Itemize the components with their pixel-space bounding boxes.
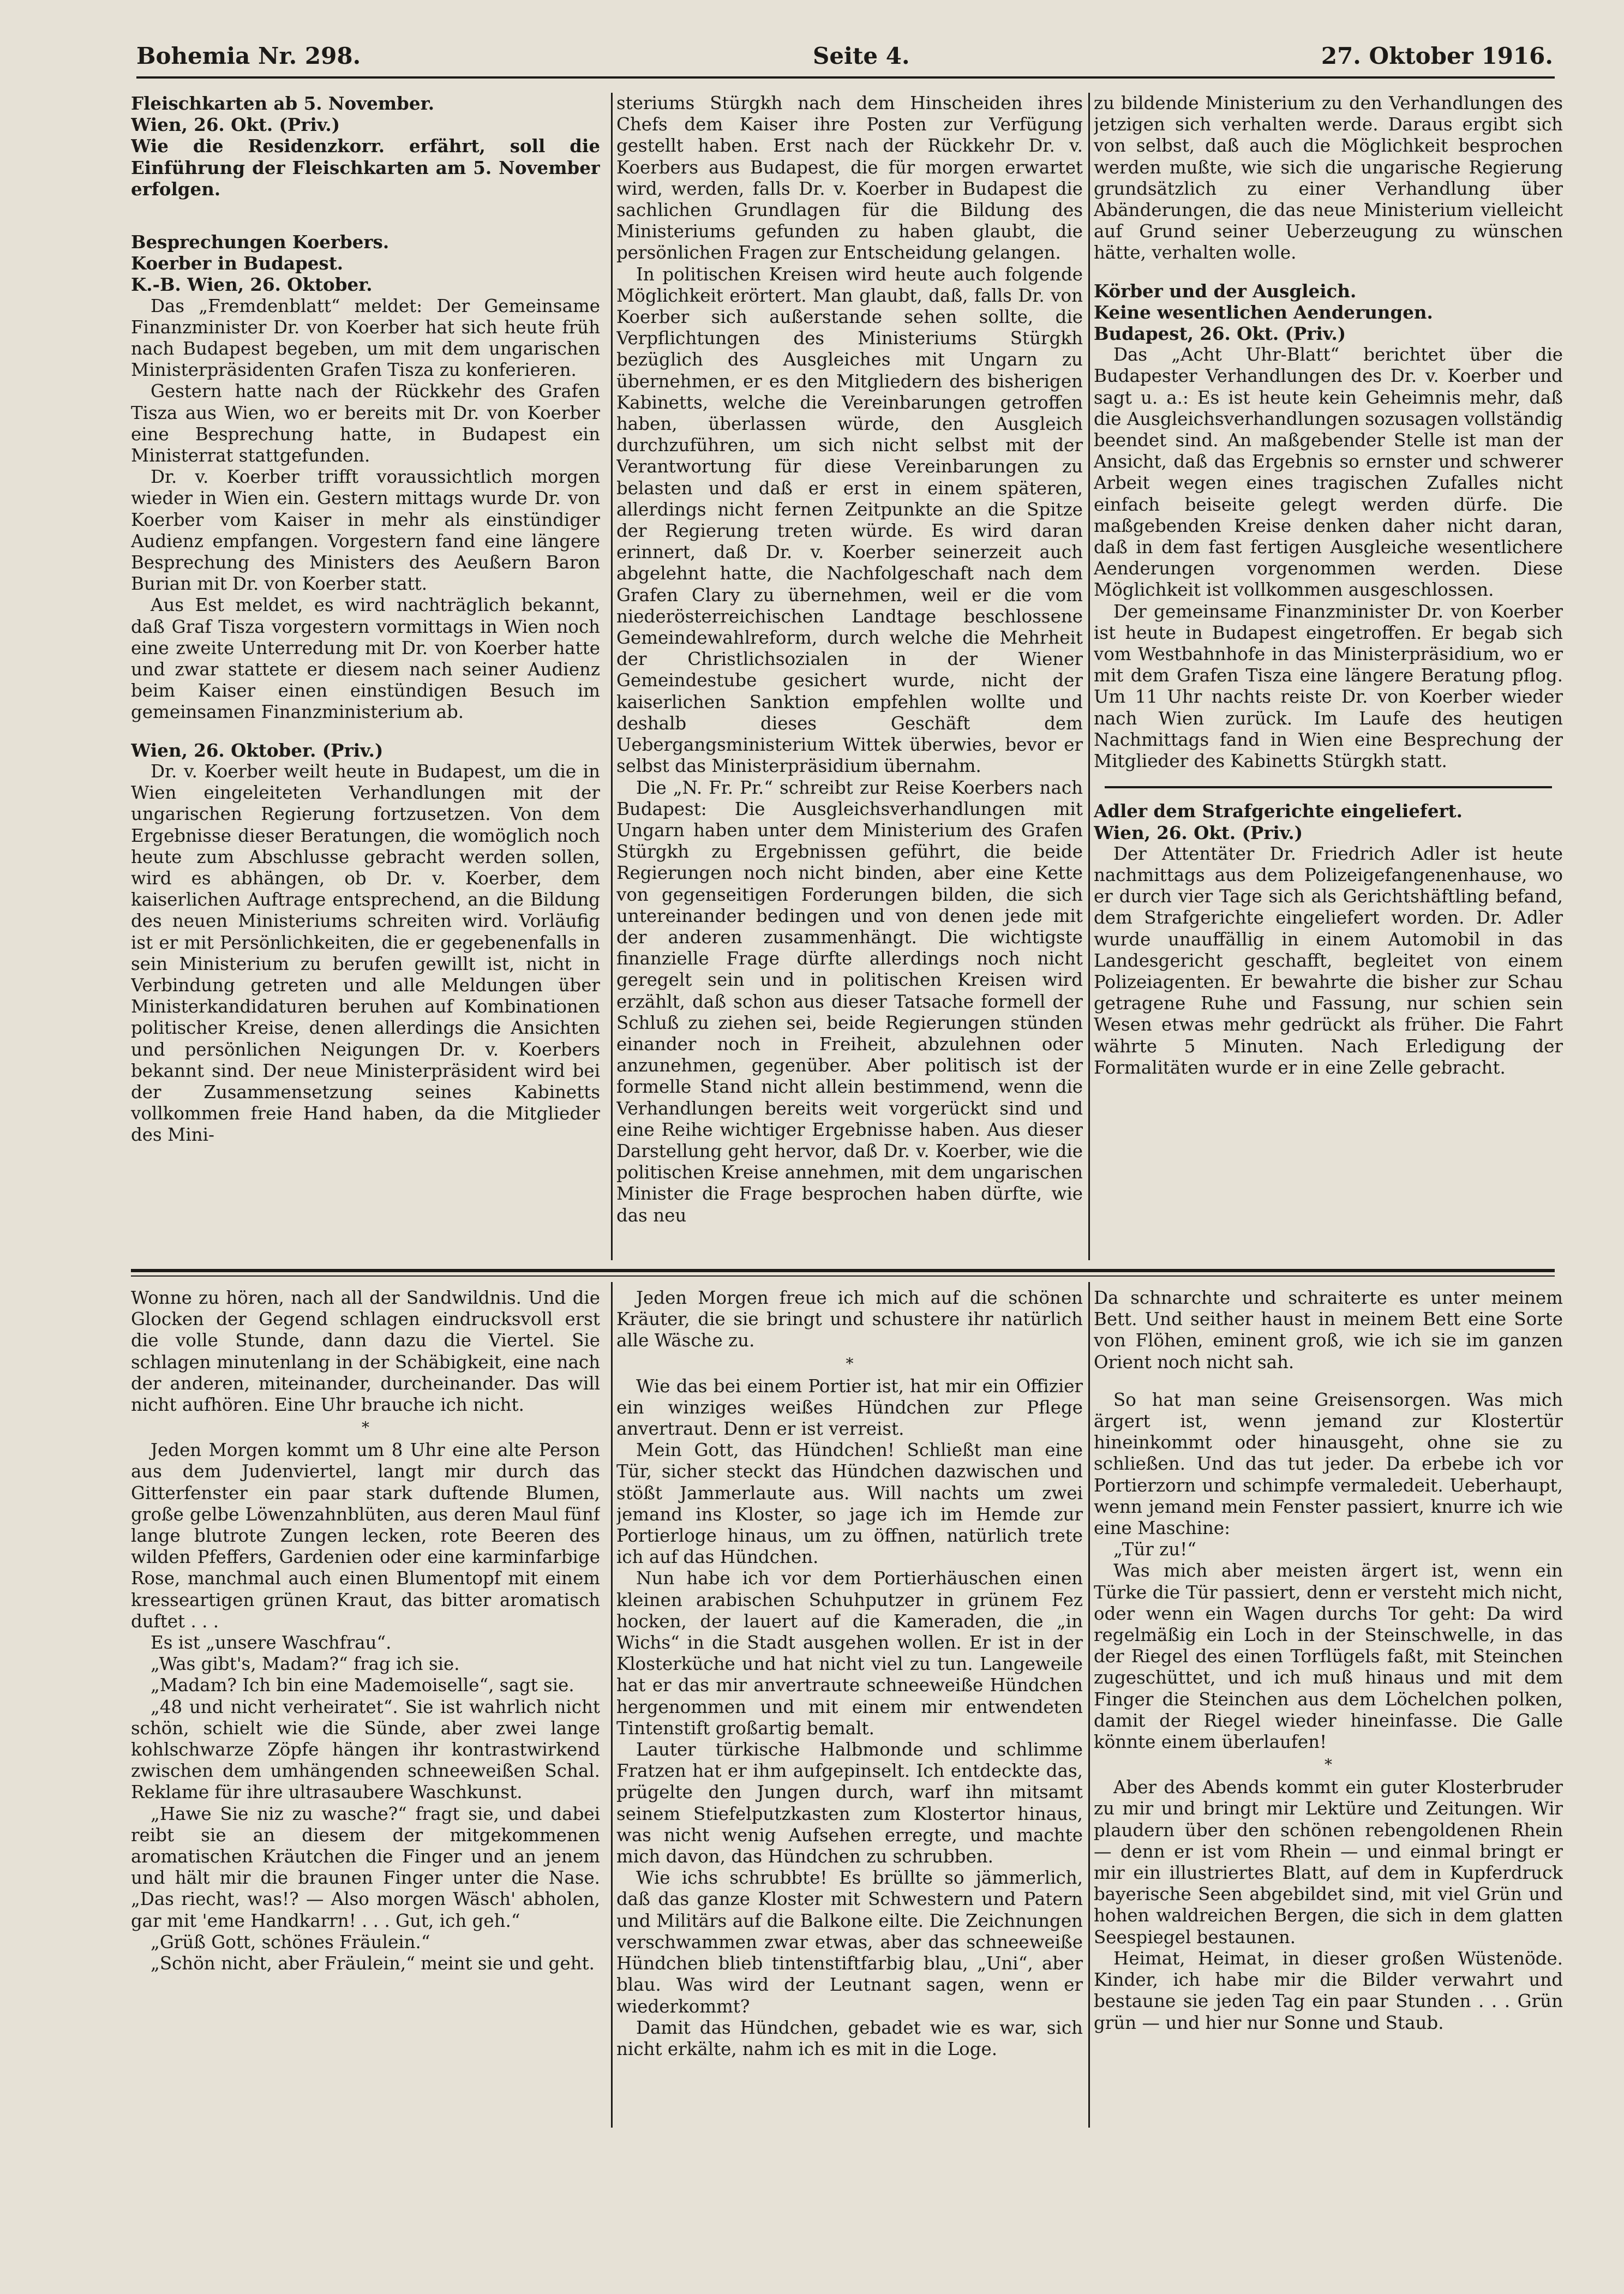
headline-koerber-ausgleich: Körber und der Ausgleich. (1094, 280, 1357, 302)
paragraph: Heimat, Heimat, in dieser großen Wüstenöde. Kinder, ich habe mir die Bilder verwahrt und bestaune sie jeden Tag ein paar Stunden . . . Grün grün — und hier nur Sonne und Staub. (1094, 1948, 1563, 2033)
paragraph: Dr. v. Koerber weilt heute in Budapest, um die in Wien eingeleiteten Verhandlungen mit der ungarischen Regierung fortzusetzen. Von dem Ergebnisse dieser Beratungen, die womöglich noch heute zum Abschlusse gebracht werden sollen, wird es abhängen, ob Dr. v. Koerber, dem kaiserlichen Auftrage entsprechend, an die Bildung des neuen Ministeriums schreiten wird. Vorläufig ist er mit Persönlichkeiten, die er gegebenenfalls in sein Ministerium zu berufen gewillt ist, nicht in Verbindung getreten und alle Meldungen über Ministerkandidaturen beruhen auf Kombinationen politischer Kreise, denen allerdings die Ansichten und persönlichen Neigungen Dr. v. Koerbers bekannt sind. Der neue Ministerpräsident wird bei der Zusammensetzung seines Kabinetts vollkommen freie Hand haben, da die Mitglieder des Mini- (131, 760, 600, 1146)
paragraph: Dr. v. Koerber trifft voraussichtlich morgen wieder in Wien ein. Gestern mittags wurde Dr. von Koerber vom Kaiser in mehr als einstündiger Audienz empfangen. Vorgestern fand eine längere Besprechung des Ministers des Aeußern Baron Burian mit Dr. von Koerber statt. (131, 466, 600, 595)
paragraph: Wonne zu hören, nach all der Sandwildnis. Und die Glocken der Gegend schlagen eindrucksvoll erst die volle Stunde, dann dazu die Viertel. Sie schlagen minutenlang in der Schäbigkeit, eine nach der anderen, miteinander, durcheinander. Das will nicht aufhören. Eine Uhr brauche ich nicht. (131, 1287, 600, 1416)
paragraph: Die „N. Fr. Pr.“ schreibt zur Reise Koerbers nach Budapest: Die Ausgleichsverhandlungen mit Ungarn haben unter dem Ministerium des Grafen Stürgkh zu Ergebnissen geführt, die beide Regierungen noch nicht binden, aber eine Kette von gegenseitigen Forderungen bilden, die sich untereinander bedingen und von denen jede mit der anderen zusammenhängt. Die wichtigste finanzielle Frage dürfte allerdings noch nicht geregelt sein und in politischen Kreisen wird erzählt, daß schon aus dieser Tatsache formell der Schluß zu ziehen sei, beide Regierungen stünden einander noch in Freiheit, abzulehnen oder anzunehmen, gegenüber. Aber politisch ist der formelle Stand nicht allein bestimmend, wenn die Verhandlungen bereits weit vorgerückt sind und eine Reihe wichtiger Ergebnisse haben. Aus dieser Darstellung geht hervor, daß Dr. v. Koerber, wie die politischen Kreise annehmen, mit dem ungarischen Minister die Frage besprochen haben dürfte, wie das neu (616, 777, 1083, 1226)
dateline: Wien, 26. Okt. (Priv.) (1094, 822, 1303, 843)
section-star: * (846, 1354, 854, 1373)
paragraph: Der gemeinsame Finanzminister Dr. von Koerber ist heute in Budapest eingetroffen. Er begab sich vom Westbahnhofe in das Ministerpräsidium, wo er mit dem Grafen Tisza eine längere Beratung pflog. Um 11 Uhr nachts reiste Dr. von Koerber wieder nach Wien zurück. Im Laufe des heutigen Nachmittags fand in Wien eine Besprechung der Mitglieder des Kabinetts Stürgkh statt. (1094, 601, 1563, 772)
column-rule-1 (611, 93, 613, 1260)
feuilleton-column-3 (1094, 1287, 1563, 2139)
headline-adler: Adler dem Strafgerichte eingeliefert. (1094, 800, 1463, 822)
issue-number: Bohemia Nr. 298. (136, 43, 361, 69)
section-star: * (1325, 1756, 1332, 1774)
dateline: Wien, 26. Oktober. (Priv.) (131, 739, 383, 761)
header-rule (136, 76, 1555, 79)
feuilleton-column-2 (616, 1287, 1083, 2139)
dateline: K.-B. Wien, 26. Oktober. (131, 274, 373, 296)
subheadline: Koerber in Budapest. (131, 253, 344, 274)
paragraph: steriums Stürgkh nach dem Hinscheiden ihres Chefs dem Kaiser ihre Posten zur Verfügung gestellt haben. Erst nach der Rückkehr Dr. v. Koerbers aus Budapest, die für morgen erwartet wird, werden, falls Dr. v. Koerber in Budapest die sachlichen Grundlagen für die Bildung des Ministeriums gefunden zu haben glaubt, die persönlichen Fragen zur Entscheidung gelangen. (616, 93, 1083, 263)
news-column-1 (131, 93, 600, 1266)
dateline: Wien, 26. Okt. (Priv.) (131, 114, 340, 136)
article-rule (1105, 786, 1552, 788)
paragraph: Es ist „unsere Waschfrau“. (151, 1632, 392, 1654)
column-rule-2 (1088, 93, 1090, 1260)
paragraph: Was mich aber meisten ärgert ist, wenn ein Türke die Tür passiert, denn er versteht mich nicht, oder wenn ein Wagen durchs Tor geht: Da wird regelmäßig ein Loch in der Steinschwelle, in das der Riegel des einen Torflügels faßt, mit Steinchen zugeschüttet, und ich muß hinaus und mit dem Finger die Steinchen aus dem Löchelchen polken, damit der Riegel wieder hineinfasse. Die Galle könnte einem überlaufen! (1094, 1560, 1563, 1753)
page-number: Seite 4. (813, 43, 910, 69)
paragraph: Gestern hatte nach der Rückkehr des Grafen Tisza aus Wien, wo er bereits mit Dr. von Koerber eine Besprechung hatte, in Budapest ein Ministerrat stattgefunden. (131, 381, 600, 466)
paragraph: So hat man seine Greisensorgen. Was mich ärgert ist, wenn jemand zur Klostertür hineinkommt oder hinausgeht, ohne sie zu schließen. Und das tut jeder. Da erbebe ich vor Portierzorn und schimpfe vermaledeit. Ueberhaupt, wenn jemand mein Fenster passiert, knurre ich wie eine Maschine: (1094, 1389, 1563, 1539)
paragraph: Damit das Hündchen, gebadet wie es war, sich nicht erkälte, nahm ich es mit in die Loge. (616, 2017, 1083, 2059)
paragraph: zu bildende Ministerium zu den Verhandlungen des jetzigen sich verhalten werde. Daraus ergibt sich von selbst, daß auch die Möglichkeit besprochen werden mußte, wie sich die ungarische Regierung grundsätzlich zu einer Verhandlung über Abänderungen, die das neue Ministerium vielleicht auf Grund seiner Ueberzeugung zu wünschen hätte, verhalten wolle. (1094, 93, 1563, 263)
section-star: * (362, 1418, 369, 1437)
paragraph: Mein Gott, das Hündchen! Schließt man eine Tür, sicher steckt das Hündchen dazwischen und stößt Jammerlaute aus. Will nachts um zwei jemand ins Kloster, so jage ich im Hemde zur Portierloge hinaus, um zu öffnen, natürlich trete ich auf das Hündchen. (616, 1440, 1083, 1568)
paragraph: Das „Acht Uhr-Blatt“ berichtet über die Budapester Verhandlungen des Dr. v. Koerber und sagt u. a.: Es ist heute kein Geheimnis mehr, daß die Ausgleichsverhandlungen sozusagen vollständig beendet sind. An maßgebender Stelle ist man der Ansicht, daß das Ergebnis so ernster und schwerer Arbeit wegen eines tragischen Zufalles nicht einfach beiseite gelegt werden dürfe. Die maßgebenden Kreise denken daher nicht daran, daß in dem fast fertigen Ausgleiche wesentlichere Aenderungen vorgenommen werden. Diese Möglichkeit ist vollkommen ausgeschlossen. (1094, 344, 1563, 601)
paragraph: Da schnarchte und schraiterte es unter meinem Bett. Und seither haust in meinem Bett eine Sorte von Flöhen, eminent groß, wie ich sie im ganzen Orient noch nicht sah. (1094, 1287, 1563, 1373)
headline-fleischkarten: Fleischkarten ab 5. November. (131, 93, 435, 114)
paragraph: „Hawe Sie niz zu wasche?“ fragt sie, und dabei reibt sie an diesem der mitgekommenen aromatischen Kräutchen die Finger und an jenem und hält mir die braunen Finger unter die Nase. „Das riecht, was!? — Also morgen Wäsch' abholen, gar mit 'eme Handkarrn! . . . Gut, ich geh.“ (131, 1803, 600, 1931)
paragraph: Aus Est meldet, es wird nachträglich bekannt, daß Graf Tisza vorgestern vormittags in Wien noch eine zweite Unterredung mit Dr. von Koerber hatte und zwar stattete er diesem nach seiner Audienz beim Kaiser einen einstündigen Besuch im gemeinsamen Finanzministerium ab. (131, 595, 600, 723)
feuilleton-divider (131, 1269, 1555, 1272)
news-column-2 (616, 93, 1083, 1266)
subheadline: Keine wesentlichen Aenderungen. (1094, 301, 1433, 323)
paragraph: „Madam? Ich bin eine Mademoiselle“, sagt sie. (151, 1675, 574, 1696)
paragraph: Lauter türkische Halbmonde und schlimme Fratzen hat er ihm aufgepinselt. Ich entdeckte das, prügelte den Jungen durch, warf ihn mitsamt seinem Stiefelputzkasten zum Klostertor hinaus, was nicht wenig Aufsehen erregte, und machte mich davon, das Hündchen zu schrubben. (616, 1739, 1083, 1867)
paragraph: „Schön nicht, aber Fräulein,“ meint sie und geht. (151, 1953, 595, 1974)
feuilleton-column-1 (131, 1287, 600, 2139)
paragraph: Der Attentäter Dr. Friedrich Adler ist heute nachmittags aus dem Polizeigefangenenhause, wo er durch vier Tage sich als Gerichtshäftling befand, dem Strafgerichte eingeliefert worden. Dr. Adler wurde unauffällig in einem Automobil in das Landesgericht geschafft, begleitet von einem Polizeiagenten. Er bewahrte die bisher zur Schau getragene Ruhe und Fassung, nur schien sein Wesen etwas mehr gedrückt als früher. Die Fahrt währte 5 Minuten. Nach Erledigung der Formalitäten wurde er in eine Zelle gebracht. (1094, 843, 1563, 1078)
issue-date: 27. Oktober 1916. (1321, 43, 1553, 69)
paragraph: „Grüß Gott, schönes Fräulein.“ (151, 1931, 430, 1952)
paragraph: „Was gibt's, Madam?“ frag ich sie. (151, 1654, 460, 1675)
column-rule-3 (611, 1282, 613, 2128)
article-lead: Wie die Residenzkorr. erfährt, soll die Einführung der Fleischkarten am 5. November erfolgen. (131, 135, 600, 200)
paragraph: Nun habe ich vor dem Portierhäuschen einen kleinen arabischen Schuhputzer in grünem Fez hocken, der lauert auf die Kameraden, die „in Wichs“ in die Stadt ausgehen wollen. Er ist in der Klosterküche und hat nicht viel zu tun. Langeweile hat er das mir anvertraute schneeweiße Hündchen hergenommen und mit einem mir entwendeten Tintenstift großartig bemalt. (616, 1568, 1083, 1739)
dateline: Budapest, 26. Okt. (Priv.) (1094, 323, 1346, 345)
page-header (136, 43, 1553, 75)
paragraph: Jeden Morgen freue ich mich auf die schönen Kräuter, die sie bringt und schustere ihr natürlich alle Wäsche zu. (616, 1287, 1083, 1351)
paragraph: Wie das bei einem Portier ist, hat mir ein Offizier ein winziges weißes Hündchen zur Pflege anvertraut. Denn er ist verreist. (616, 1375, 1083, 1440)
news-column-3 (1094, 93, 1563, 1266)
column-rule-4 (1088, 1282, 1090, 2128)
paragraph: Wie ichs schrubbte! Es brüllte so jämmerlich, daß das ganze Kloster mit Schwestern und Patern und Militärs auf die Balkone eilte. Die Zeichnungen verschwammen zwar etwas, aber das schneeweiße Hündchen blieb tintenstiftfarbig blau, „Uni“, aber blau. Was wird der Leutnant sagen, wenn er wiederkommt? (616, 1867, 1083, 2017)
paragraph: Aber des Abends kommt ein guter Klosterbruder zu mir und bringt mir Lektüre und Zeitungen. Wir plaudern über den schönen rebengoldenen Rhein — denn er ist vom Rhein — und einmal bringt er mir ein illustriertes Blatt, auf dem in Kupferdruck bayerische Seen abgebildet sind, mit viel Grün und hohen waldreichen Bergen, die sich in dem glatten Seespiegel bestaunen. (1094, 1777, 1563, 1948)
paragraph: Jeden Morgen kommt um 8 Uhr eine alte Person aus dem Judenviertel, langt mir durch das Gitterfenster ein paar stark duftende Blumen, große gelbe Löwenzahnblüten, aus deren Maul fünf lange blutrote Zungen lecken, rote Beeren des wilden Pfeffers, Gardenien oder eine karminfarbige Rose, manchmal auch einen Blumentopf mit einem kresseartigen grünen Kraut, das bitter aromatisch duftet . . . (131, 1440, 600, 1632)
paragraph: „48 und nicht verheiratet“. Sie ist wahrlich nicht schön, schielt wie die Sünde, aber zwei lange kohlschwarze Zöpfe hängen ihr kontrastwirkend zwischen dem umhängenden schneeweißen Schal. Reklame für ihre ultrasaubere Waschkunst. (131, 1696, 600, 1803)
paragraph: Das „Fremdenblatt“ meldet: Der Gemeinsame Finanzminister Dr. von Koerber hat sich heute früh nach Budapest begeben, um mit dem ungarischen Ministerpräsidenten Grafen Tisza zu konferieren. (131, 295, 600, 381)
headline-besprechungen: Besprechungen Koerbers. (131, 231, 389, 253)
paragraph: In politischen Kreisen wird heute auch folgende Möglichkeit erörtert. Man glaubt, daß, falls Dr. von Koerber sich außerstande sehen sollte, die Verpflichtungen des Ministeriums Stürgkh bezüglich des Ausgleiches mit Ungarn zu übernehmen, er es den Mitgliedern des bisherigen Kabinetts, welche die Vereinbarungen getroffen haben, überlassen würde, den Ausgleich durchzuführen, um sich nicht selbst mit der Verantwortung für diese Vereinbarungen zu belasten und daß er erst in einem späteren, allerdings nicht fernen Zeitpunkte an die Spitze der Regierung treten würde. Es wird daran erinnert, daß Dr. v. Koerber seinerzeit auch abgelehnt hatte, die Nachfolgeschaft nach dem Grafen Clary zu übernehmen, weil er die vom niederösterreichischen Landtage beschlossene Gemeindewahlreform, durch welche die Mehrheit der Christlichsozialen in der Wiener Gemeindestube gesichert wurde, nicht der kaiserlichen Sanktion empfehlen wollte und deshalb dieses Geschäft dem Uebergangsministerium Wittek überwies, bevor er selbst das Ministerpräsidium übernahm. (616, 263, 1083, 777)
feuilleton-divider-thin (131, 1275, 1555, 1277)
paragraph: „Tür zu!“ (1113, 1539, 1196, 1560)
